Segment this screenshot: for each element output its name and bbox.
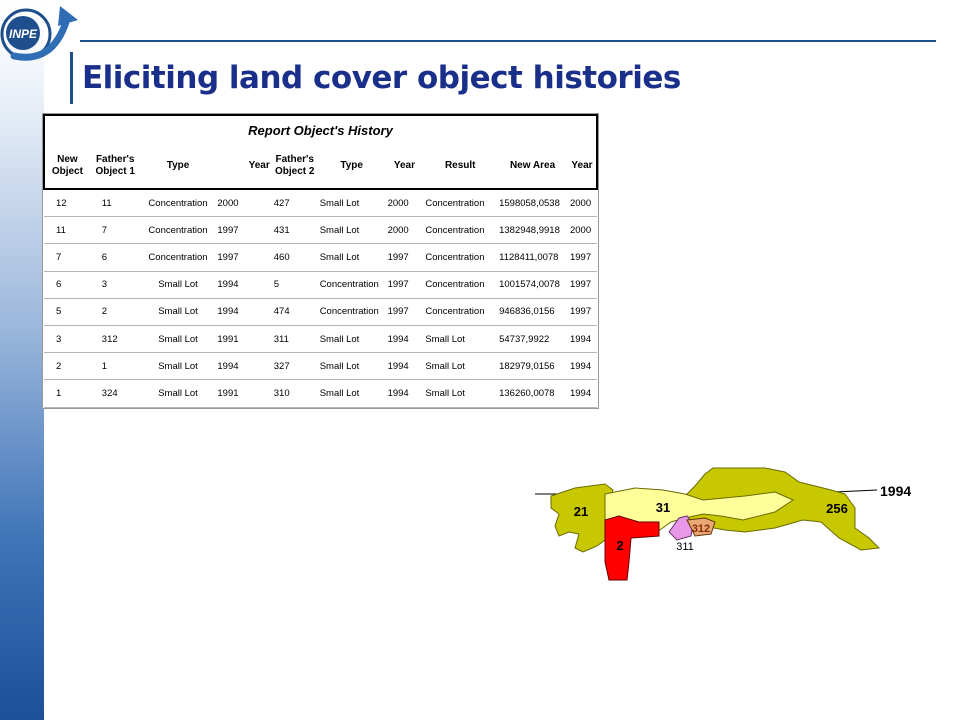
header-rule [80,40,936,42]
cell-year-2: 1994 [386,380,424,407]
table-row [44,189,597,217]
cell-result: Concentration [423,189,497,217]
cell-new-area: 136260,0078 [497,380,568,407]
cell-father-object-1: 6 [90,244,141,271]
side-gradient-band [0,0,44,720]
cell-father-object-1: 7 [90,217,141,244]
cell-year-3: 1997 [568,244,597,271]
map-label-31: 31 [655,500,671,515]
cell-father-object-2: 311 [272,325,318,352]
cell-new-area: 1382948,9918 [497,217,568,244]
cell-year-1: 1994 [215,298,271,325]
map-label-2: 2 [616,538,624,553]
cell-type-2: Small Lot [318,189,386,217]
cell-father-object-2: 460 [272,244,318,271]
cell-type-2: Small Lot [318,325,386,352]
cell-father-object-2: 5 [272,271,318,298]
table-row [44,380,597,407]
cell-type-1: Concentration [141,244,216,271]
cell-new-object: 6 [44,271,90,298]
slide-title: Eliciting land cover object histories [82,60,681,96]
cell-father-object-2: 431 [272,217,318,244]
cell-year-1: 1994 [215,353,271,380]
table-row [44,353,597,380]
table-row [44,244,597,271]
cell-new-area: 1001574,0078 [497,271,568,298]
cell-type-1: Small Lot [141,298,216,325]
table-row [44,271,597,298]
cell-result: Small Lot [423,380,497,407]
cell-result: Concentration [423,298,497,325]
table-row [44,217,597,244]
cell-year-1: 1997 [215,217,271,244]
cell-result: Small Lot [423,325,497,352]
cell-type-1: Small Lot [141,325,216,352]
cell-year-2: 1997 [386,298,424,325]
cell-year-2: 1994 [386,353,424,380]
cell-father-object-1: 3 [90,271,141,298]
cell-year-1: 1994 [215,271,271,298]
cell-father-object-1: 1 [90,353,141,380]
col-header-type-2: Type [318,144,386,189]
cell-year-2: 1997 [386,244,424,271]
cell-result: Concentration [423,271,497,298]
cell-new-area: 1128411,0078 [497,244,568,271]
cell-father-object-2: 474 [272,298,318,325]
report-title: Report Object's History [44,115,597,144]
title-accent-bar [70,52,73,104]
cell-type-1: Small Lot [141,353,216,380]
cell-type-2: Concentration [318,271,386,298]
map-label-311: 311 [676,541,694,553]
col-header-year-2: Year [386,144,424,189]
cell-type-2: Small Lot [318,244,386,271]
cell-type-1: Concentration [141,189,216,217]
cell-type-2: Small Lot [318,380,386,407]
col-header-new-object: New Object [44,144,90,189]
cell-new-area: 946836,0156 [497,298,568,325]
report-caption-row [44,115,597,144]
cell-year-3: 1997 [568,298,597,325]
col-header-new-area: New Area [497,144,568,189]
logo-text: INPE [8,27,38,41]
cell-type-2: Small Lot [318,353,386,380]
table-row [44,325,597,352]
cell-type-1: Concentration [141,217,216,244]
cell-result: Concentration [423,217,497,244]
cell-type-2: Small Lot [318,217,386,244]
cell-year-3: 1994 [568,325,597,352]
cell-father-object-2: 310 [272,380,318,407]
col-header-father-object-2: Father's Object 2 [272,144,318,189]
col-header-year-1: Year [215,144,271,189]
cell-type-1: Small Lot [141,380,216,407]
year-pointer-line [835,490,877,492]
cell-new-object: 11 [44,217,90,244]
cell-father-object-1: 312 [90,325,141,352]
cell-father-object-2: 427 [272,189,318,217]
cell-father-object-1: 2 [90,298,141,325]
cell-new-object: 12 [44,189,90,217]
cell-year-3: 1997 [568,271,597,298]
cell-type-2: Concentration [318,298,386,325]
cell-result: Small Lot [423,353,497,380]
land-cover-map [535,462,935,587]
cell-new-area: 182979,0156 [497,353,568,380]
cell-year-3: 2000 [568,217,597,244]
cell-year-2: 2000 [386,189,424,217]
cell-father-object-1: 11 [90,189,141,217]
inpe-logo [0,0,80,70]
cell-new-object: 1 [44,380,90,407]
map-label-21: 21 [573,504,589,519]
cell-year-1: 1991 [215,325,271,352]
report-object-history-table [42,113,599,409]
cell-new-object: 3 [44,325,90,352]
cell-new-object: 5 [44,298,90,325]
col-header-type-1: Type [141,144,216,189]
cell-father-object-2: 327 [272,353,318,380]
report-header-row [44,144,597,189]
cell-new-object: 7 [44,244,90,271]
map-label-312: 312 [691,523,711,535]
cell-new-area: 1598058,0538 [497,189,568,217]
cell-new-area: 54737,9922 [497,325,568,352]
cell-result: Concentration [423,244,497,271]
cell-year-1: 2000 [215,189,271,217]
map-region-2 [605,516,659,580]
cell-year-1: 1991 [215,380,271,407]
cell-year-2: 2000 [386,217,424,244]
cell-type-1: Small Lot [141,271,216,298]
map-label-256: 256 [826,501,848,516]
cell-year-1: 1997 [215,244,271,271]
cell-year-2: 1997 [386,271,424,298]
cell-year-2: 1994 [386,325,424,352]
cell-year-3: 1994 [568,353,597,380]
cell-father-object-1: 324 [90,380,141,407]
cell-year-3: 2000 [568,189,597,217]
cell-new-object: 2 [44,353,90,380]
col-header-father-object-1: Father's Object 1 [90,144,141,189]
cell-year-3: 1994 [568,380,597,407]
col-header-result: Result [423,144,497,189]
map-year-label: 1994 [880,483,912,499]
table-row [44,298,597,325]
col-header-year-3: Year [568,144,597,189]
